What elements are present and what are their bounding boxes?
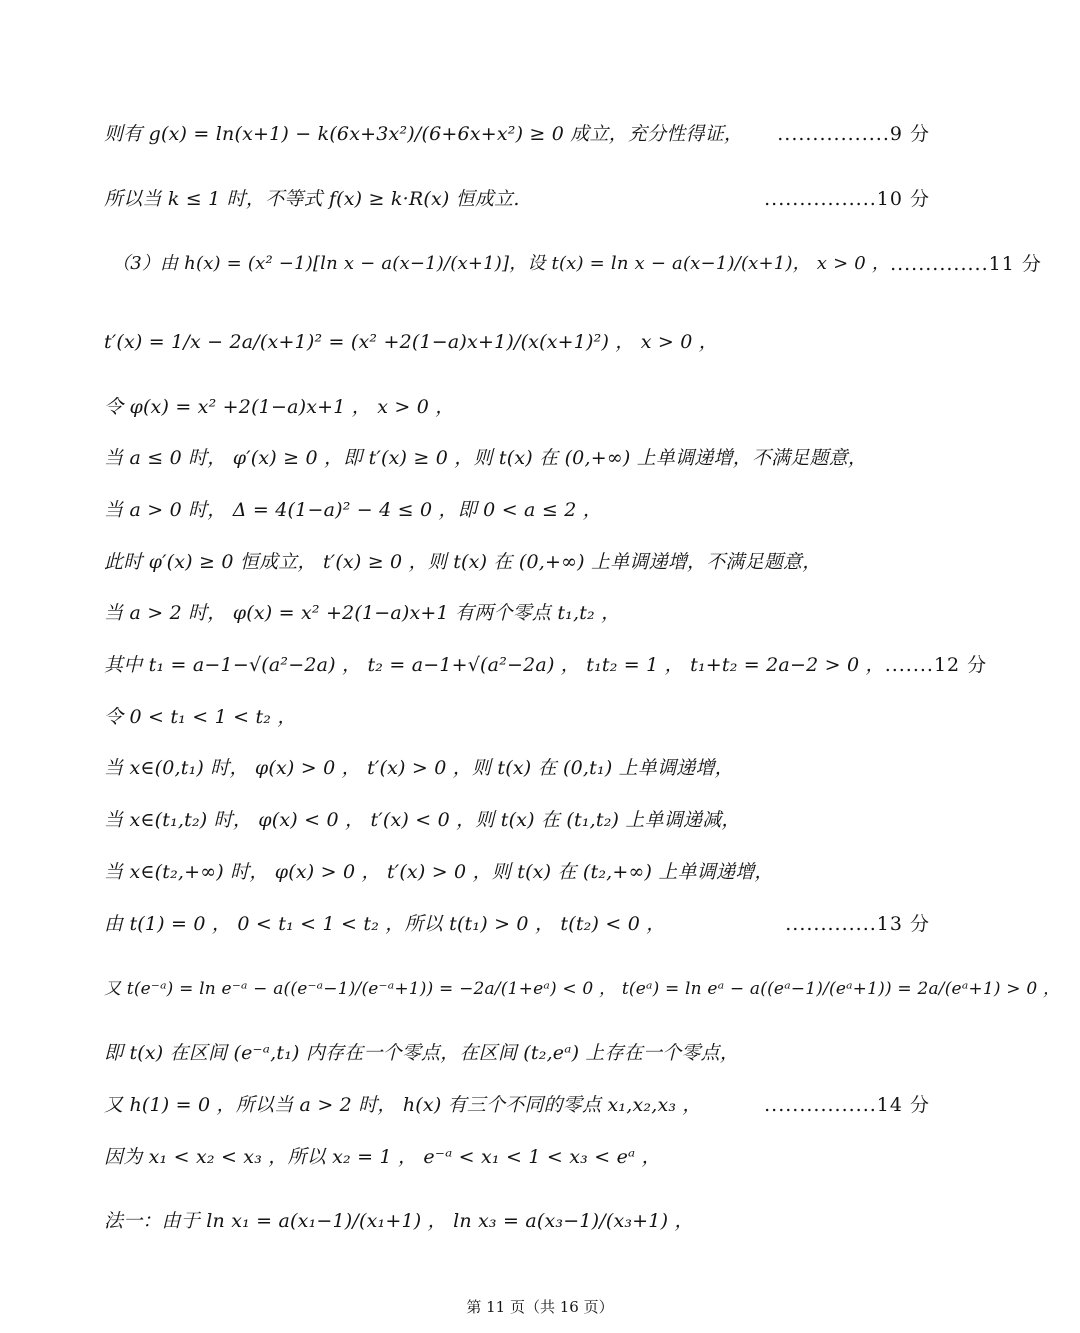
- text-line-12: [104, 756, 930, 780]
- text-line-16: [104, 977, 1061, 1001]
- line-10-score: .......12 分: [884, 654, 988, 676]
- line-10-expression: 其中 t₁ = a−1−√(a²−2a) ， t₂ = a−1+√(a²−2a) ， t₁t₂ = 1 ， t₁+t₂ = 2a−2 > 0 ，: [104, 654, 885, 676]
- line-18-score: ................14 分: [764, 1094, 930, 1116]
- line-16-expression: 又 t(e⁻ᵃ) = ln e⁻ᵃ − a((e⁻ᵃ−1)/(e⁻ᵃ+1)) = −2a/(1+eᵃ) < 0 ， t(eᵃ) = ln eᵃ − a((eᵃ−1)/(eᵃ+1)) = 2a/(eᵃ+1) > 0 ，: [104, 979, 1061, 999]
- text-line-11: [104, 705, 930, 729]
- line-9-expression: 当 a > 2 时， φ(x) = x² +2(1−a)x+1 有两个零点 t₁,t₂ ，: [104, 602, 621, 624]
- line-20-expression: 法一：由于 ln x₁ = a(x₁−1)/(x₁+1) ， ln x₃ = a(x₃−1)/(x₃+1) ，: [104, 1210, 694, 1232]
- text-line-10: [104, 653, 988, 677]
- line-14-expression: 当 x∈(t₂,+∞) 时， φ(x) > 0 ， t′(x) > 0 ，则 t(x) 在 (t₂,+∞) 上单调递增，: [104, 861, 774, 883]
- line-17-expression: 即 t(x) 在区间 (e⁻ᵃ,t₁) 内存在一个零点，在区间 (t₂,eᵃ) 上存在一个零点，: [104, 1042, 740, 1064]
- line-7-expression: 当 a > 0 时， Δ = 4(1−a)² − 4 ≤ 0 ，即 0 < a ≤ 2 ，: [104, 499, 602, 521]
- line-6-expression: 当 a ≤ 0 时， φ′(x) ≥ 0 ，即 t′(x) ≥ 0 ，则 t(x) 在 (0,+∞) 上单调递增，不满足题意，: [104, 447, 868, 469]
- text-line-14: [104, 860, 930, 884]
- text-line-4: [104, 330, 930, 354]
- text-line-6: [104, 446, 930, 470]
- line-2-score: ................10 分: [764, 188, 930, 210]
- text-line-3: [112, 252, 1042, 276]
- page-footer: 第 11 页（共 16 页）: [466, 1298, 614, 1316]
- text-line-18: [104, 1093, 930, 1117]
- line-4-expression: t′(x) = 1/x − 2a/(x+1)² = (x² +2(1−a)x+1)/(x(x+1)²) ， x > 0 ，: [104, 331, 718, 353]
- line-13-expression: 当 x∈(t₁,t₂) 时， φ(x) < 0 ， t′(x) < 0 ，则 t(x) 在 (t₁,t₂) 上单调递减，: [104, 809, 741, 831]
- text-line-19: [104, 1145, 930, 1169]
- text-line-1: [104, 122, 930, 146]
- text-line-2: [104, 187, 930, 211]
- text-line-13: [104, 808, 930, 832]
- line-19-expression: 因为 x₁ < x₂ < x₃ ，所以 x₂ = 1 ， e⁻ᵃ < x₁ < 1 < x₃ < eᵃ ，: [104, 1146, 661, 1168]
- line-3-expression: （3）由 h(x) = (x² −1)[ln x − a(x−1)/(x+1)]，设 t(x) = ln x − a(x−1)/(x+1)， x > 0 ，: [112, 253, 891, 274]
- text-line-9: [104, 601, 930, 625]
- line-15-expression: 由 t(1) = 0 ， 0 < t₁ < 1 < t₂ ，所以 t(t₁) > 0 ， t(t₂) < 0 ，: [104, 913, 666, 935]
- line-11-expression: 令 0 < t₁ < 1 < t₂ ，: [104, 706, 297, 728]
- line-18-expression: 又 h(1) = 0 ，所以当 a > 2 时， h(x) 有三个不同的零点 x₁,x₂,x₃ ，: [104, 1094, 702, 1116]
- text-line-17: [104, 1041, 930, 1065]
- text-line-7: [104, 498, 930, 522]
- line-5-expression: 令 φ(x) = x² +2(1−a)x+1 ， x > 0 ，: [104, 396, 455, 418]
- text-line-20: [104, 1209, 930, 1233]
- line-2-expression: 所以当 k ≤ 1 时，不等式 f(x) ≥ k·R(x) 恒成立.: [104, 188, 520, 210]
- line-8-expression: 此时 φ′(x) ≥ 0 恒成立， t′(x) ≥ 0 ，则 t(x) 在 (0,+∞) 上单调递增，不满足题意，: [104, 551, 822, 573]
- line-1-expression: 则有 g(x) = ln(x+1) − k(6x+3x²)/(6+6x+x²) ≥ 0 成立，充分性得证，: [104, 123, 744, 145]
- line-3-score: ..............11 分: [890, 253, 1042, 275]
- text-line-5: [104, 395, 930, 419]
- line-1-score: ................9 分: [777, 123, 930, 145]
- line-12-expression: 当 x∈(0,t₁) 时， φ(x) > 0 ， t′(x) > 0 ，则 t(x) 在 (0,t₁) 上单调递增，: [104, 757, 734, 779]
- line-15-score: .............13 分: [785, 913, 930, 935]
- text-line-15: [104, 912, 930, 936]
- text-line-8: [104, 550, 930, 574]
